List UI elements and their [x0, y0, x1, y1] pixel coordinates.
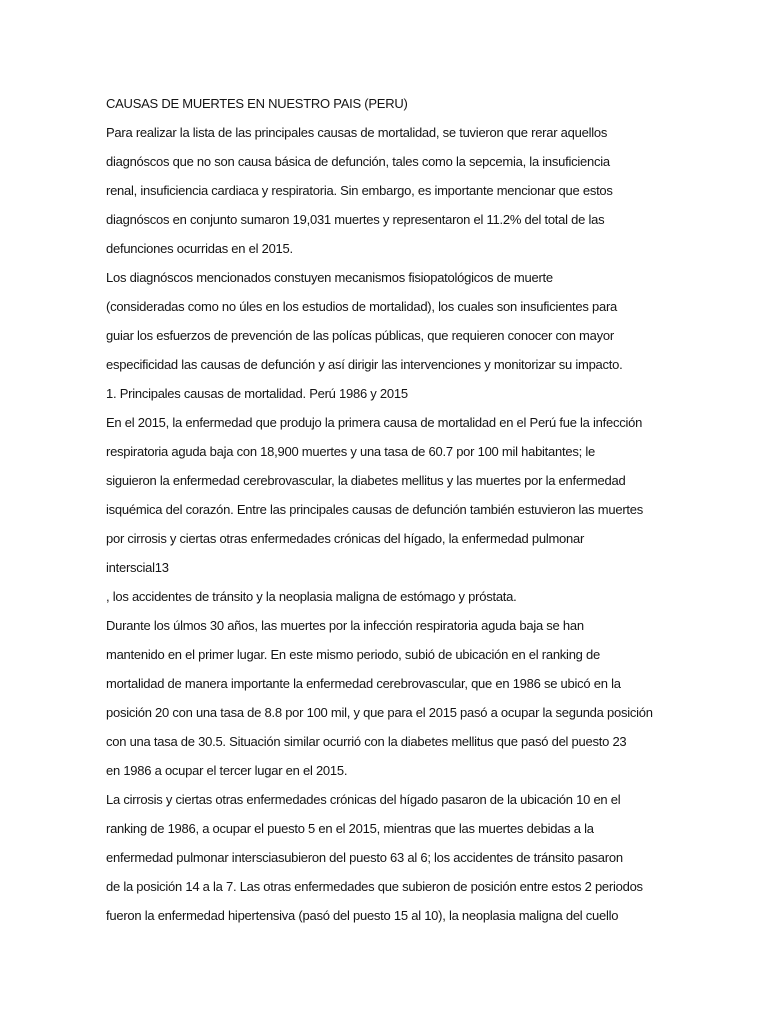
- text-line: Los diagnóscos mencionados constuyen mecanismos fisiopatológicos de muerte: [106, 270, 553, 285]
- text-line: diagnóscos que no son causa básica de defunción, tales como la sepcemia, la insuficiencia: [106, 154, 610, 169]
- text-line: La cirrosis y ciertas otras enfermedades crónicas del hígado pasaron de la ubicación 10 en el: [106, 792, 621, 807]
- text-line: por cirrosis y ciertas otras enfermedades crónicas del hígado, la enfermedad pulmonar: [106, 531, 585, 546]
- text-line: en 1986 a ocupar el tercer lugar en el 2015.: [106, 763, 348, 778]
- text-line: mantenido en el primer lugar. En este mismo periodo, subió de ubicación en el ranking de: [106, 647, 600, 662]
- text-line: siguieron la enfermedad cerebrovascular, la diabetes mellitus y las muertes por la enfermedad: [106, 473, 626, 488]
- text-line: , los accidentes de tránsito y la neoplasia maligna de estómago y próstata.: [106, 589, 517, 604]
- text-line: defunciones ocurridas en el 2015.: [106, 241, 293, 256]
- text-line: enfermedad pulmonar intersciasubieron del puesto 63 al 6; los accidentes de tránsito pasaron: [106, 850, 623, 865]
- text-line: interscial13: [106, 560, 169, 575]
- text-line: mortalidad de manera importante la enfermedad cerebrovascular, que en 1986 se ubicó en la: [106, 676, 621, 691]
- text-line: ranking de 1986, a ocupar el puesto 5 en el 2015, mientras que las muertes debidas a la: [106, 821, 594, 836]
- text-line: Para realizar la lista de las principales causas de mortalidad, se tuvieron que rerar aquellos: [106, 125, 608, 140]
- text-line: respiratoria aguda baja con 18,900 muertes y una tasa de 60.7 por 100 mil habitantes; le: [106, 444, 595, 459]
- text-line: diagnóscos en conjunto sumaron 19,031 muertes y representaron el 11.2% del total de las: [106, 212, 605, 227]
- document-title: CAUSAS DE MUERTES EN NUESTRO PAIS (PERU): [106, 96, 408, 111]
- text-line: de la posición 14 a la 7. Las otras enfermedades que subieron de posición entre estos 2 periodos: [106, 879, 643, 894]
- text-line: especificidad las causas de defunción y así dirigir las intervenciones y monitorizar su impacto.: [106, 357, 623, 372]
- text-line: renal, insuficiencia cardiaca y respiratoria. Sin embargo, es importante mencionar que estos: [106, 183, 613, 198]
- text-line: fueron la enfermedad hipertensiva (pasó del puesto 15 al 10), la neoplasia maligna del cuello: [106, 908, 619, 923]
- text-line: guiar los esfuerzos de prevención de las polícas públicas, que requieren conocer con mayor: [106, 328, 614, 343]
- text-line: isquémica del corazón. Entre las principales causas de defunción también estuvieron las muertes: [106, 502, 643, 517]
- text-line: con una tasa de 30.5. Situación similar ocurrió con la diabetes mellitus que pasó del puesto 23: [106, 734, 627, 749]
- text-line: (consideradas como no úles en los estudios de mortalidad), los cuales son insuficientes para: [106, 299, 618, 314]
- text-line: En el 2015, la enfermedad que produjo la primera causa de mortalidad en el Perú fue la infección: [106, 415, 643, 430]
- text-line: Durante los úlmos 30 años, las muertes por la infección respiratoria aguda baja se han: [106, 618, 584, 633]
- document-body: [106, 89, 666, 930]
- section-heading: 1. Principales causas de mortalidad. Perú 1986 y 2015: [106, 386, 408, 401]
- text-line: posición 20 con una tasa de 8.8 por 100 mil, y que para el 2015 pasó a ocupar la segunda posición: [106, 705, 653, 720]
